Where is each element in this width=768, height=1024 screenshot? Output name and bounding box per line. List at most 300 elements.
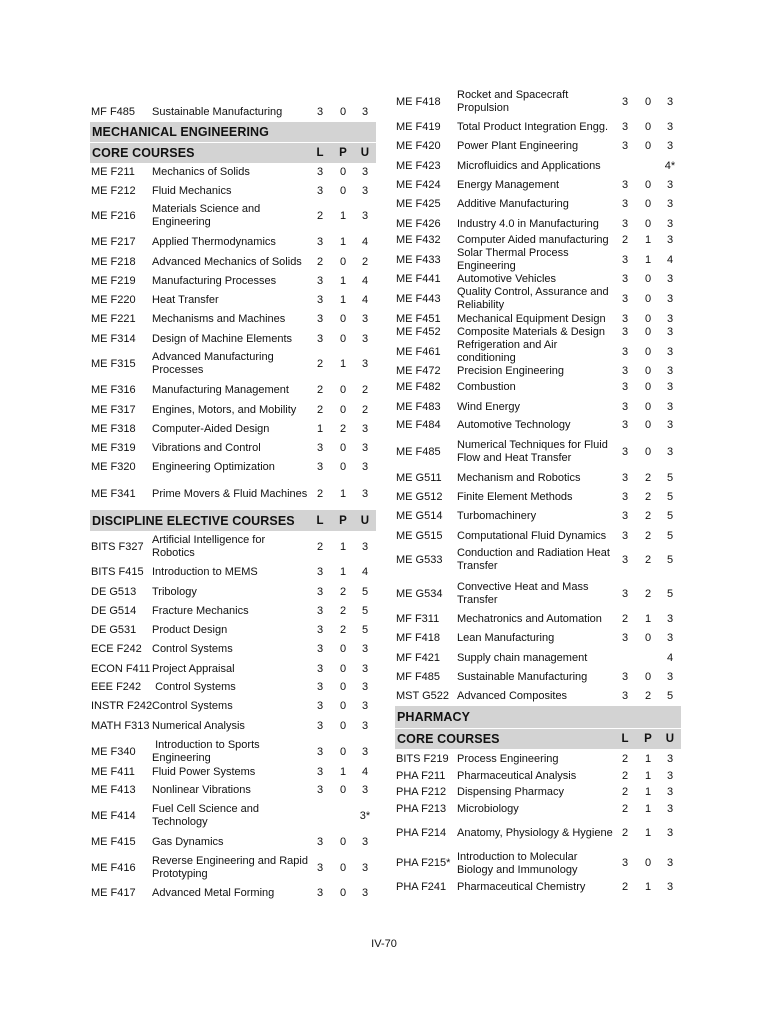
total-units: 3: [361, 166, 369, 178]
practical-units: 2: [644, 553, 652, 566]
course-code: BITS F327: [91, 540, 144, 553]
course-row: [395, 610, 681, 628]
lecture-units: 2: [621, 769, 629, 782]
total-units: 3: [666, 233, 674, 246]
total-units: 3: [361, 313, 369, 325]
course-row: [395, 488, 681, 506]
course-code: ME F472: [396, 364, 441, 377]
course-code: ME F340: [91, 745, 136, 758]
lecture-units: 2: [621, 827, 629, 839]
lecture-units: 3: [316, 861, 324, 874]
practical-units: 0: [339, 461, 347, 473]
lecture-units: 3: [621, 631, 629, 644]
course-code: MF F311: [396, 612, 440, 625]
course-code: BITS F415: [91, 566, 144, 578]
practical-units: 1: [644, 769, 652, 782]
course-title: Composite Materials & Design: [457, 325, 605, 338]
course-row: [90, 679, 376, 696]
total-units: 5: [361, 604, 369, 617]
practical-units: 0: [644, 312, 652, 325]
practical-units: 0: [339, 403, 347, 416]
lecture-units: 3: [316, 745, 324, 758]
course-title: Control Systems: [152, 643, 233, 655]
course-title: Conduction and Radiation Heat Transfer: [457, 547, 613, 572]
column-label-l: L: [316, 514, 324, 527]
course-row: [395, 751, 681, 767]
total-units: 3: [666, 364, 674, 377]
course-row: [90, 533, 376, 561]
course-row: [90, 583, 376, 601]
course-title: Microbiology: [457, 803, 519, 815]
course-code: INSTR F242: [91, 700, 153, 712]
lecture-units: 3: [621, 587, 629, 600]
course-code: ME F424: [396, 179, 441, 191]
course-title: Industry 4.0 in Manufacturing: [457, 217, 599, 230]
practical-units: 2: [339, 423, 347, 435]
practical-units: 1: [339, 566, 347, 578]
course-code: ME F433: [396, 253, 441, 266]
lecture-units: 3: [621, 670, 629, 683]
course-row: [90, 660, 376, 678]
practical-units: 0: [644, 419, 652, 431]
course-row: [90, 717, 376, 735]
course-code: ME F341: [91, 487, 136, 500]
column-label-l: L: [621, 733, 629, 745]
course-title: Convective Heat and Mass Transfer: [457, 581, 592, 606]
practical-units: 1: [339, 540, 347, 553]
course-title: Solar Thermal Process Engineering: [457, 247, 572, 272]
column-label-u: [356, 122, 374, 142]
practical-units: 0: [339, 105, 347, 118]
lecture-units: 2: [621, 233, 629, 246]
lecture-units: 3: [316, 461, 324, 473]
course-code: ME G533: [396, 553, 443, 566]
course-row: [90, 564, 376, 581]
course-row: [90, 401, 376, 419]
practical-units: 0: [339, 700, 347, 712]
course-row: [90, 349, 376, 379]
total-units: 3: [361, 887, 369, 899]
course-code: ME F452: [396, 325, 441, 338]
lecture-units: 3: [316, 275, 324, 287]
total-units: 3: [666, 179, 674, 191]
course-title: Mechanical Equipment Design: [457, 312, 606, 325]
course-code: ME G515: [396, 529, 443, 542]
practical-units: 1: [644, 785, 652, 798]
course-title: Fuel Cell Science and Technology: [152, 803, 262, 828]
total-units: 3: [666, 827, 674, 839]
section-header: [90, 510, 376, 531]
lecture-units: 2: [621, 612, 629, 625]
lecture-units: 3: [316, 294, 324, 306]
lecture-units: 2: [316, 357, 324, 370]
lecture-units: 3: [316, 681, 324, 693]
lecture-units: 3: [316, 604, 324, 617]
section-header: [90, 143, 376, 163]
practical-units: 1: [339, 294, 347, 306]
course-row: [90, 641, 376, 658]
practical-units: 0: [339, 384, 347, 396]
course-code: ME G512: [396, 490, 443, 503]
course-title: Fracture Mechanics: [152, 604, 249, 617]
total-units: 3: [666, 670, 674, 683]
lecture-units: [311, 801, 329, 831]
practical-units: 1: [644, 827, 652, 839]
total-units: 3: [361, 662, 369, 675]
course-row: [90, 698, 376, 715]
practical-units: 0: [644, 325, 652, 338]
course-row: [395, 507, 681, 525]
course-code: ME F418: [396, 95, 441, 108]
course-title: Pharmaceutical Analysis: [457, 769, 577, 782]
course-title: Introduction to MEMS: [152, 566, 258, 578]
total-units: 3: [361, 681, 369, 693]
course-code: ME F220: [91, 294, 136, 306]
lecture-units: 3: [621, 857, 629, 869]
course-code: EEE F242: [91, 681, 142, 693]
course-code: PHA F214: [396, 827, 447, 839]
page-number: IV-70: [371, 938, 397, 950]
course-title: Quality Control, Assurance and Reliability: [457, 286, 612, 311]
course-row: [395, 629, 681, 647]
course-code: ME F221: [91, 313, 136, 325]
course-code: ME F216: [91, 209, 136, 222]
course-title: Gas Dynamics: [152, 835, 224, 848]
lecture-units: 3: [621, 120, 629, 133]
course-row: [395, 819, 681, 848]
course-row: [395, 249, 681, 271]
lecture-units: [616, 157, 634, 175]
total-units: 2: [361, 403, 369, 416]
total-units: 3: [666, 881, 674, 893]
course-title: Numerical Techniques for Fluid Flow and Heat Transfer: [457, 439, 611, 464]
course-title: Engineering Optimization: [152, 461, 275, 473]
course-code: ME F425: [396, 197, 441, 210]
practical-units: 1: [644, 752, 652, 765]
course-title: Product Design: [152, 623, 228, 636]
course-title: Wind Energy: [457, 400, 520, 413]
total-units: 3: [361, 835, 369, 848]
practical-units: 0: [339, 662, 347, 675]
total-units: 3: [666, 381, 674, 393]
course-row: [395, 767, 681, 785]
course-row: [90, 763, 376, 781]
total-units: 4: [361, 294, 369, 306]
course-code: ME F212: [91, 185, 136, 197]
column-label-p: [639, 706, 657, 728]
lecture-units: 3: [621, 490, 629, 503]
course-code: ME F211: [91, 166, 135, 178]
course-code: PHA F213: [396, 803, 447, 815]
practical-units: 0: [644, 179, 652, 191]
total-units: 3: [666, 857, 674, 869]
practical-units: 0: [339, 643, 347, 655]
course-row: [395, 325, 681, 339]
section-title: CORE COURSES: [397, 732, 500, 746]
section-title: DISCIPLINE ELECTIVE COURSES: [92, 513, 295, 528]
lecture-units: [616, 648, 634, 668]
lecture-units: 2: [316, 403, 324, 416]
total-units: 3: [666, 769, 674, 782]
course-row: [395, 232, 681, 248]
course-title: Design of Machine Elements: [152, 333, 293, 345]
course-code: ME F314: [91, 333, 136, 345]
course-title: Precision Engineering: [457, 364, 565, 377]
course-title: Mechanisms and Machines: [152, 313, 286, 325]
lecture-units: 3: [316, 313, 324, 325]
course-code: ME F416: [91, 861, 136, 874]
course-row: [395, 177, 681, 194]
lecture-units: 3: [316, 166, 324, 178]
course-title: Pharmaceutical Chemistry: [457, 881, 586, 893]
course-title: Finite Element Methods: [457, 490, 573, 503]
course-code: MST G522: [396, 689, 449, 702]
total-units: 3: [361, 700, 369, 712]
lecture-units: 3: [621, 400, 629, 413]
course-code: DE G531: [91, 623, 137, 636]
total-units: 5: [361, 623, 369, 636]
lecture-units: 3: [316, 585, 324, 598]
total-units: 3: [361, 745, 369, 758]
course-row: [90, 480, 376, 508]
lecture-units: 2: [316, 384, 324, 396]
course-code: ME F218: [91, 255, 136, 268]
course-row: [90, 421, 376, 438]
course-title: Supply chain management: [457, 651, 588, 664]
course-title: Power Plant Engineering: [457, 139, 579, 152]
lecture-units: 3: [316, 700, 324, 712]
lecture-units: 3: [621, 345, 629, 358]
section-header: [395, 706, 681, 728]
practical-units: 0: [644, 381, 652, 393]
total-units: 4: [361, 765, 369, 778]
total-units: 2: [361, 384, 369, 396]
course-code: ME F423: [396, 159, 441, 172]
total-units: 3: [666, 217, 674, 230]
lecture-units: 3: [621, 419, 629, 431]
total-units: 3: [666, 312, 674, 325]
section-title: MECHANICAL ENGINEERING: [92, 125, 269, 139]
course-row: [395, 469, 681, 487]
practical-units: 2: [644, 529, 652, 542]
column-label-l: [311, 122, 329, 142]
course-title: Computer Aided manufacturing: [457, 233, 609, 246]
practical-units: 0: [644, 631, 652, 644]
total-units: 3: [361, 105, 369, 118]
practical-units: 0: [644, 345, 652, 358]
course-code: BITS F219: [396, 752, 449, 765]
course-code: ME F417: [91, 887, 136, 899]
total-units: 4: [666, 651, 674, 664]
lecture-units: 3: [621, 364, 629, 377]
course-title: Applied Thermodynamics: [152, 236, 276, 248]
total-units: 3: [666, 419, 674, 431]
total-units: 3: [361, 487, 369, 500]
practical-units: [639, 648, 657, 668]
practical-units: 2: [644, 471, 652, 484]
course-code: MF F418: [396, 631, 441, 644]
course-row: [90, 382, 376, 399]
course-title: Computational Fluid Dynamics: [457, 529, 607, 542]
course-code: PHA F241: [396, 881, 447, 893]
lecture-units: 2: [621, 785, 629, 798]
course-title: Energy Management: [457, 179, 560, 191]
course-row: [90, 440, 376, 457]
course-row: [395, 417, 681, 434]
course-row: [90, 234, 376, 251]
practical-units: 0: [644, 292, 652, 305]
lecture-units: 1: [316, 423, 324, 435]
total-units: 3: [361, 861, 369, 874]
course-row: [90, 273, 376, 290]
lecture-units: 3: [316, 442, 324, 454]
lecture-units: 2: [621, 803, 629, 815]
total-units: 3: [666, 325, 674, 338]
column-label-u: U: [360, 514, 370, 527]
course-title: Automotive Vehicles: [457, 272, 557, 285]
course-row: [90, 164, 376, 181]
course-code: PHA F211: [396, 769, 446, 782]
course-row: [395, 801, 681, 818]
practical-units: 0: [339, 166, 347, 178]
lecture-units: 3: [621, 509, 629, 522]
lecture-units: 3: [316, 887, 324, 899]
total-units: 3: [361, 185, 369, 197]
course-code: ME G534: [396, 587, 443, 600]
course-code: ME F414: [91, 809, 136, 822]
course-code: ME F315: [91, 357, 136, 370]
course-code: ME F443: [396, 292, 441, 305]
course-title: Project Appraisal: [152, 662, 235, 675]
total-units: 3: [361, 643, 369, 655]
practical-units: 0: [644, 139, 652, 152]
lecture-units: 3: [621, 197, 629, 210]
lecture-units: 3: [621, 217, 629, 230]
course-code: ME F484: [396, 419, 441, 431]
course-title: Numerical Analysis: [152, 719, 245, 732]
practical-units: 0: [644, 120, 652, 133]
total-units: 3: [666, 445, 674, 458]
practical-units: 1: [644, 612, 652, 625]
course-code: ECON F411: [91, 662, 151, 675]
course-title: Control Systems: [152, 700, 233, 712]
practical-units: 1: [644, 803, 652, 815]
lecture-units: 3: [316, 566, 324, 578]
lecture-units: 3: [621, 272, 629, 285]
practical-units: 2: [644, 490, 652, 503]
course-row: [90, 459, 376, 476]
course-row: [395, 398, 681, 416]
course-title: Turbomachinery: [457, 509, 537, 522]
course-title: Sustainable Manufacturing: [457, 670, 588, 683]
course-code: ME F441: [396, 272, 441, 285]
practical-units: 0: [644, 400, 652, 413]
lecture-units: 3: [621, 529, 629, 542]
lecture-units: 3: [621, 553, 629, 566]
column-label-l: [616, 706, 634, 728]
column-label-p: P: [339, 147, 347, 159]
practical-units: 2: [644, 689, 652, 702]
course-title: Combustion: [457, 381, 516, 393]
course-row: [395, 668, 681, 686]
total-units: 5: [666, 553, 674, 566]
practical-units: 0: [339, 333, 347, 345]
course-row: [395, 157, 681, 175]
course-row: [395, 687, 681, 705]
total-units: 5: [666, 509, 674, 522]
total-units: 5: [666, 490, 674, 503]
course-title: Mechanism and Robotics: [457, 471, 581, 484]
total-units: 3: [666, 631, 674, 644]
course-row: [90, 621, 376, 639]
practical-units: 0: [339, 185, 347, 197]
course-title: Refrigeration and Air conditioning: [457, 339, 561, 364]
course-code: ME F419: [396, 120, 441, 133]
course-row: [90, 801, 376, 831]
course-title: Engines, Motors, and Mobility: [152, 403, 297, 416]
course-title: Manufacturing Management: [152, 384, 289, 396]
lecture-units: 3: [316, 784, 324, 796]
course-code: ME F420: [396, 139, 441, 152]
total-units: 3: [666, 803, 674, 815]
total-units: 3: [666, 400, 674, 413]
course-row: [90, 183, 376, 200]
course-code: ME G514: [396, 509, 443, 522]
course-code: ME G511: [396, 471, 442, 484]
course-row: [395, 849, 681, 878]
lecture-units: 3: [316, 662, 324, 675]
course-title: Mechatronics and Automation: [457, 612, 602, 625]
total-units: 3: [361, 357, 369, 370]
practical-units: 0: [339, 255, 347, 268]
practical-units: 1: [339, 487, 347, 500]
course-title: Automotive Technology: [457, 419, 571, 431]
section-title: CORE COURSES: [92, 146, 195, 160]
course-title: Prime Movers & Fluid Machines: [152, 487, 308, 500]
course-title: Advanced Manufacturing Processes: [152, 351, 277, 376]
practical-units: 0: [644, 217, 652, 230]
course-code: ME F485: [396, 445, 441, 458]
course-code: ME F319: [91, 442, 136, 454]
lecture-units: 3: [621, 381, 629, 393]
lecture-units: 3: [621, 471, 629, 484]
course-row: [395, 339, 681, 365]
lecture-units: 3: [621, 312, 629, 325]
practical-units: 0: [644, 670, 652, 683]
practical-units: 0: [644, 364, 652, 377]
lecture-units: 3: [621, 445, 629, 458]
practical-units: 1: [339, 275, 347, 287]
course-code: PHA F215*: [396, 857, 451, 869]
course-row: [90, 311, 376, 328]
total-units: 3: [361, 333, 369, 345]
course-row: [395, 546, 681, 574]
total-units: 3: [666, 612, 674, 625]
practical-units: 1: [339, 236, 347, 248]
practical-units: 0: [644, 197, 652, 210]
course-title: Dispensing Pharmacy: [457, 785, 564, 798]
course-row: [395, 580, 681, 608]
total-units: 3: [666, 197, 674, 210]
lecture-units: 3: [621, 689, 629, 702]
course-title: Heat Transfer: [152, 294, 219, 306]
course-row: [395, 312, 681, 326]
practical-units: 2: [339, 604, 347, 617]
course-code: ME F426: [396, 217, 441, 230]
course-title: Sustainable Manufacturing: [152, 105, 283, 118]
practical-units: 1: [644, 233, 652, 246]
course-row: [395, 288, 681, 310]
